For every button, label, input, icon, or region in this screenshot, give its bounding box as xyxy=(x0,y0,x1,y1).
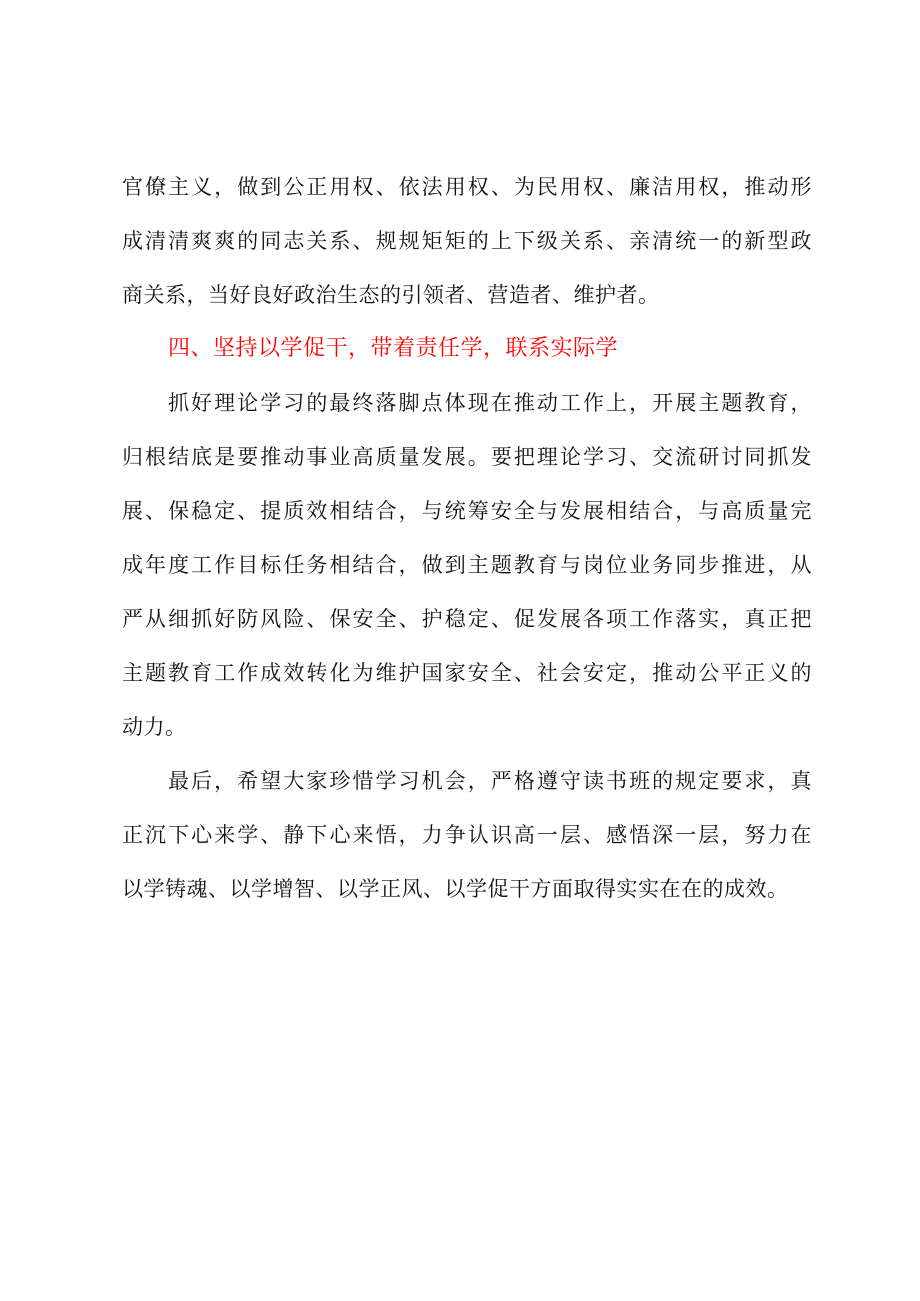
text-line: 动力。 xyxy=(122,715,187,739)
text-line: 最后，希望大家珍惜学习机会，严格遵守读书班的规定要求，真 xyxy=(168,769,812,793)
text-line: 成年度工作目标任务相结合，做到主题教育与岗位业务同步推进，从 xyxy=(122,553,812,577)
text-line: 官僚主义，做到公正用权、依法用权、为民用权、廉洁用权，推动形 xyxy=(122,175,812,199)
text-line: 商关系，当好良好政治生态的引领者、营造者、维护者。 xyxy=(122,283,660,307)
paragraph-3 xyxy=(122,754,812,916)
text-line: 展、保稳定、提质效相结合，与统筹安全与发展相结合，与高质量完 xyxy=(122,499,812,523)
text-line: 抓好理论学习的最终落脚点体现在推动工作上，开展主题教育， xyxy=(168,391,812,415)
text-line: 成清清爽爽的同志关系、规规矩矩的上下级关系、亲清统一的新型政 xyxy=(122,229,812,253)
text-line: 归根结底是要推动事业高质量发展。要把理论学习、交流研讨同抓发 xyxy=(122,445,812,469)
text-line: 主题教育工作成效转化为维护国家安全、社会安定，推动公平正义的 xyxy=(122,661,812,685)
paragraph-2 xyxy=(122,376,812,754)
text-line: 正沉下心来学、静下心来悟，力争认识高一层、感悟深一层，努力在 xyxy=(122,823,812,847)
document-body xyxy=(122,160,812,916)
text-line: 严从细抓好防风险、保安全、护稳定、促发展各项工作落实，真正把 xyxy=(122,607,812,631)
section-heading: 四、坚持以学促干，带着责任学，联系实际学 xyxy=(168,336,619,361)
text-line: 以学铸魂、以学增智、以学正风、以学促干方面取得实实在在的成效。 xyxy=(122,877,789,901)
paragraph-1 xyxy=(122,160,812,322)
